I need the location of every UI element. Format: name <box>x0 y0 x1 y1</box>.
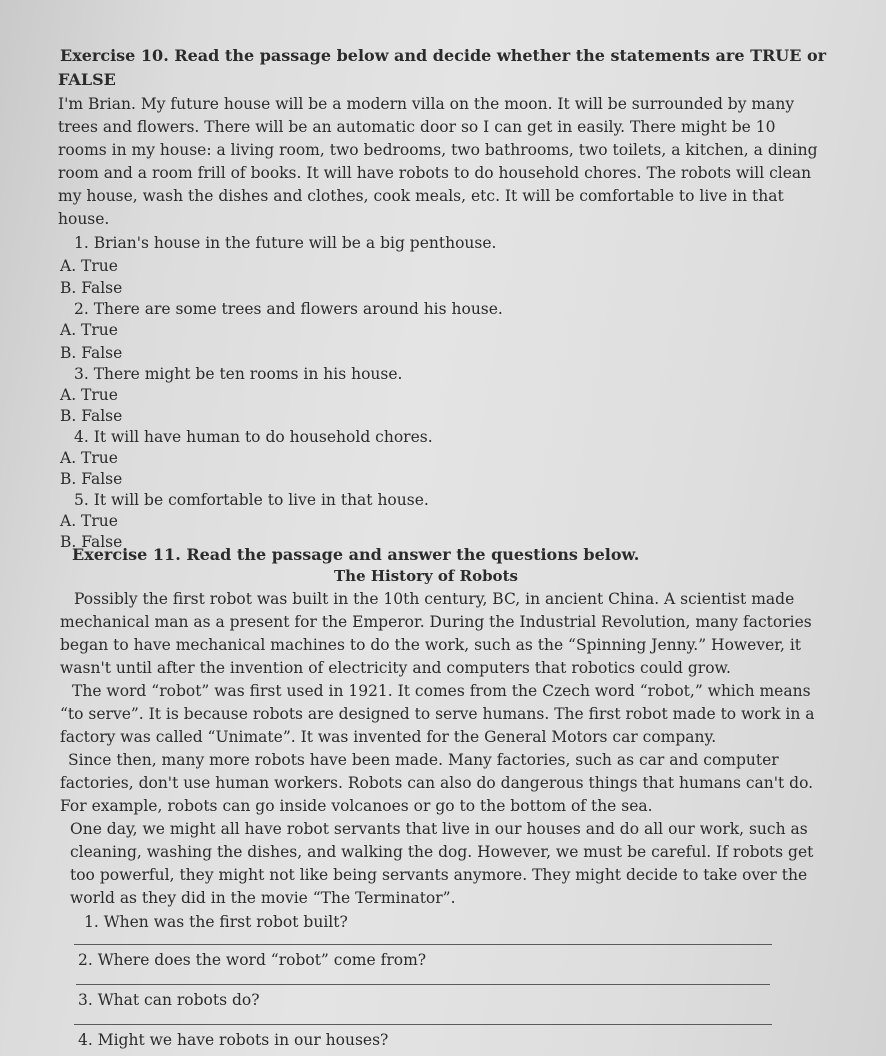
ex11-passage-line: wasn't until after the invention of electricity and computers that robotics could grow. <box>60 659 731 677</box>
answer-line[interactable] <box>74 944 772 945</box>
ex11-question: 2. Where does the word “robot” come from? <box>78 951 427 969</box>
ex11-passage-line: One day, we might all have robot servants that live in our houses and do all our work, such as <box>70 820 808 838</box>
ex10-passage-line: I'm Brian. My future house will be a modern villa on the moon. It will be surrounded by many <box>58 95 795 113</box>
ex10-statement: 2. There are some trees and flowers around his house. <box>74 300 503 318</box>
ex10-option-true[interactable]: A. True <box>60 512 118 530</box>
ex10-option-false[interactable]: B. False <box>60 533 123 551</box>
ex11-passage-line: factories, don't use human workers. Robots can also do dangerous things that humans can't do. <box>60 774 814 792</box>
ex10-option-true[interactable]: A. True <box>60 386 118 404</box>
passage-title: The History of Robots <box>334 567 518 585</box>
ex10-option-true[interactable]: A. True <box>60 449 118 467</box>
exercise-10-heading-cont: FALSE <box>58 70 116 89</box>
ex10-option-true[interactable]: A. True <box>60 257 118 275</box>
ex11-question: 1. When was the first robot built? <box>84 913 348 931</box>
ex11-passage-line: too powerful, they might not like being servants anymore. They might decide to take over the <box>70 866 808 884</box>
ex10-passage-line: rooms in my house: a living room, two bedrooms, two bathrooms, two toilets, a kitchen, a dining <box>58 141 818 159</box>
ex10-passage-line: house. <box>58 210 110 228</box>
ex11-passage-line: cleaning, washing the dishes, and walking the dog. However, we must be careful. If robots get <box>70 843 814 861</box>
ex10-option-false[interactable]: B. False <box>60 407 123 425</box>
ex11-passage-line: world as they did in the movie “The Terminator”. <box>70 889 456 907</box>
ex10-statement: 4. It will have human to do household chores. <box>74 428 433 446</box>
ex11-passage-line: “to serve”. It is because robots are designed to serve humans. The first robot made to work in a <box>60 705 815 723</box>
ex11-passage-line: Since then, many more robots have been made. Many factories, such as car and computer <box>68 751 779 769</box>
ex11-passage-line: Possibly the first robot was built in the 10th century, BC, in ancient China. A scientist made <box>74 590 795 608</box>
ex10-passage-line: room and a room frill of books. It will have robots to do household chores. The robots will clean <box>58 164 812 182</box>
answer-line[interactable] <box>76 984 770 985</box>
ex11-passage-line: mechanical man as a present for the Emperor. During the Industrial Revolution, many factories <box>60 613 812 631</box>
ex11-passage-line: factory was called “Unimate”. It was invented for the General Motors car company. <box>60 728 717 746</box>
ex10-statement: 5. It will be comfortable to live in that house. <box>74 491 429 509</box>
ex10-option-true[interactable]: A. True <box>60 321 118 339</box>
ex11-question: 4. Might we have robots in our houses? <box>78 1031 389 1049</box>
ex11-passage-line: began to have mechanical machines to do the work, such as the “Spinning Jenny.” However, it <box>60 636 802 654</box>
ex10-option-false[interactable]: B. False <box>60 279 123 297</box>
ex10-passage-line: my house, wash the dishes and clothes, cook meals, etc. It will be comfortable to live in that <box>58 187 784 205</box>
ex11-passage-line: The word “robot” was first used in 1921. It comes from the Czech word “robot,” which means <box>72 682 811 700</box>
ex11-passage-line: For example, robots can go inside volcanoes or go to the bottom of the sea. <box>60 797 653 815</box>
ex10-statement: 1. Brian's house in the future will be a big penthouse. <box>74 234 497 252</box>
ex11-question: 3. What can robots do? <box>78 991 260 1009</box>
ex10-option-false[interactable]: B. False <box>60 344 123 362</box>
ex10-statement: 3. There might be ten rooms in his house. <box>74 365 403 383</box>
ex10-passage-line: trees and flowers. There will be an automatic door so I can get in easily. There might be 10 <box>58 118 776 136</box>
exercise-10-heading: Exercise 10. Read the passage below and decide whether the statements are TRUE or <box>60 46 827 65</box>
ex10-option-false[interactable]: B. False <box>60 470 123 488</box>
answer-line[interactable] <box>74 1024 772 1025</box>
exercise-11-heading: Exercise 11. Read the passage and answer the questions below. <box>72 545 640 564</box>
